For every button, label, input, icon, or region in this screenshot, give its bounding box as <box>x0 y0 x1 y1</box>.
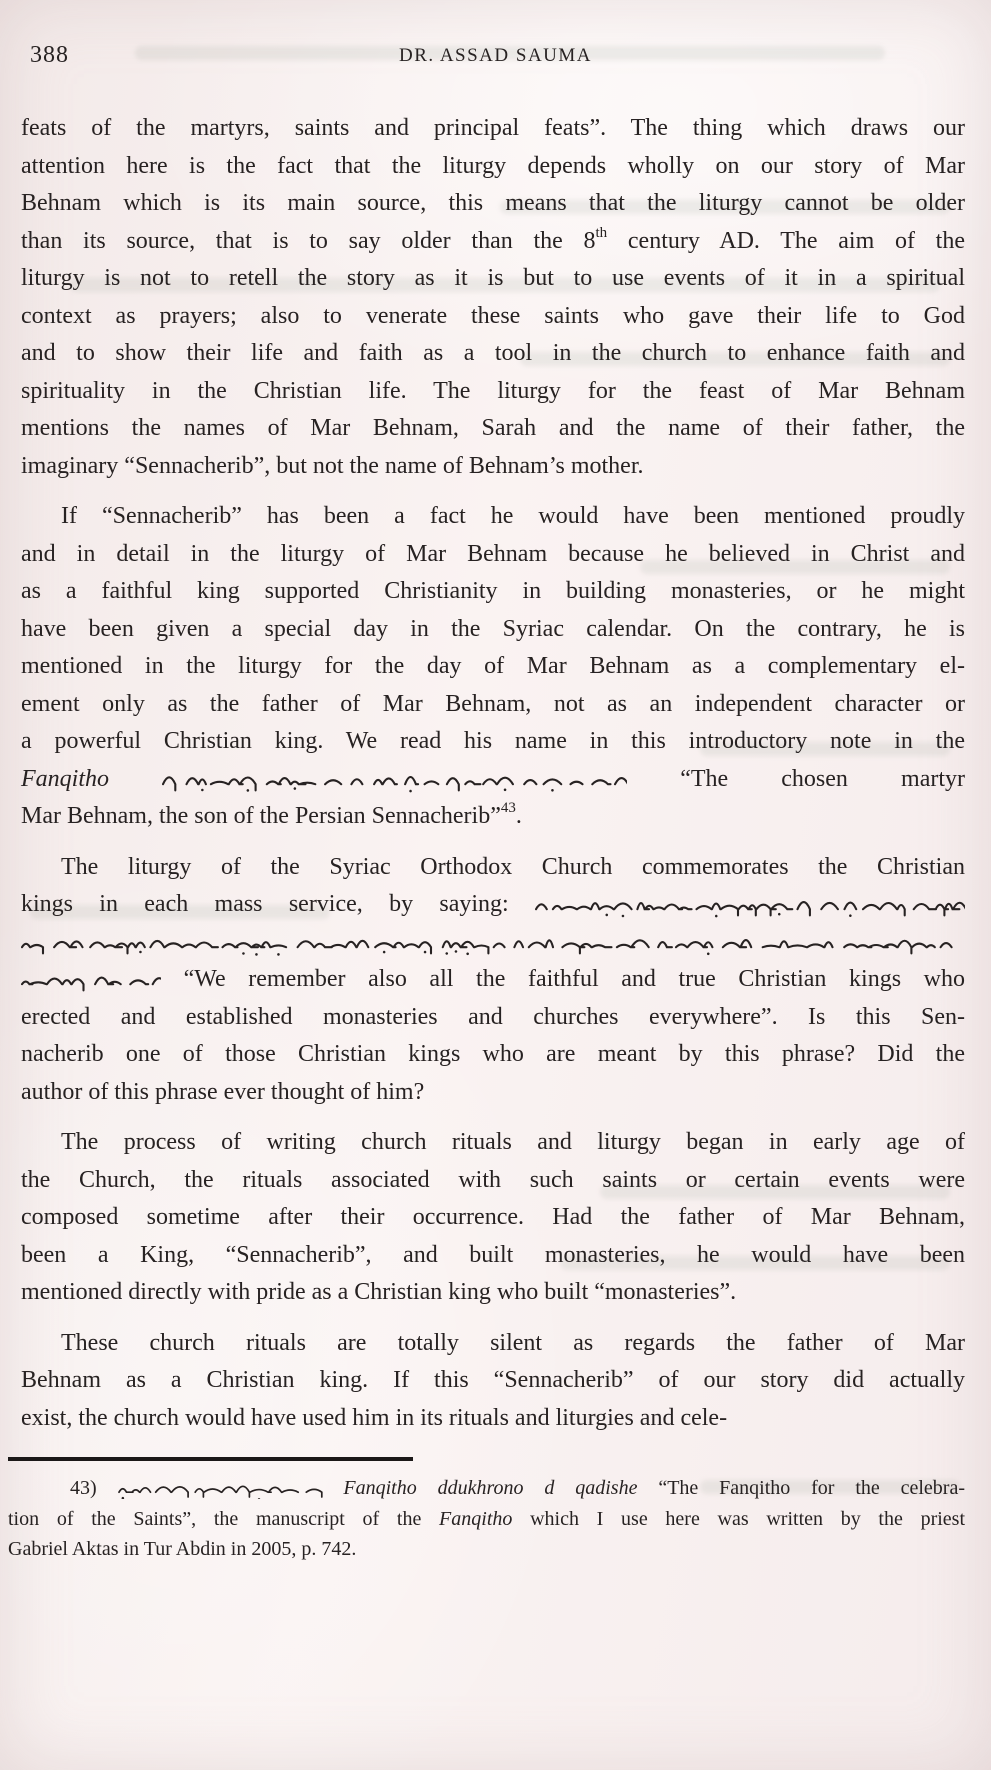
running-header: DR. ASSAD SAUMA <box>398 45 593 66</box>
page-body <box>8 110 966 1565</box>
text-run: “We remember also all the faithful and true Christian kings who <box>161 966 965 992</box>
text-line <box>21 723 965 761</box>
text-line <box>21 1074 965 1112</box>
text-run: Fanqitho <box>439 1507 513 1530</box>
text-run: imaginary “Sennacherib”, but not the name of Behnam’s mother. <box>21 452 644 479</box>
text-run: a powerful Christian king. We read his name in this introductory note in the <box>21 728 965 754</box>
text-line <box>21 1199 965 1237</box>
text-line <box>21 573 965 611</box>
text-run: . <box>515 803 522 829</box>
text-line <box>21 1036 965 1074</box>
text-run: Gabriel Aktas in Tur Abdin in 2005, p. 742. <box>8 1538 357 1560</box>
superscript: 43 <box>500 800 516 816</box>
text-run: the Church, the rituals associated with such saints or certain events were <box>21 1166 965 1193</box>
text-run: These church rituals are totally silent as regards the father of Mar <box>61 1329 965 1356</box>
text-line <box>21 924 965 962</box>
paragraph <box>21 498 965 836</box>
text-line <box>21 1325 965 1363</box>
text-run: and in detail in the liturgy of Mar Behnam because he believed in Christ and <box>21 540 965 567</box>
syriac-text <box>162 767 627 793</box>
text-run: “The chosen martyr <box>627 765 965 792</box>
text-run: liturgy is not to retell the story as it is but to use events of it in a spiritual <box>21 265 965 291</box>
text-run: have been given a special day in the Syriac calendar. On the contrary, he is <box>21 615 965 642</box>
text-line <box>21 1274 965 1312</box>
text-run: composed sometime after their occurrence. Had the father of Mar Behnam, <box>21 1204 965 1230</box>
text-line <box>21 1362 965 1400</box>
text-line <box>21 798 965 836</box>
text-run: 43) <box>70 1477 118 1499</box>
text-run: attention here is the fact that the liturgy depends wholly on our story of Mar <box>21 152 965 179</box>
text-line <box>21 761 965 799</box>
text-run <box>323 1477 344 1499</box>
syriac-text <box>118 1479 323 1499</box>
text-run: kings in each mass service, by saying: <box>21 891 535 917</box>
paragraph <box>21 1325 965 1438</box>
text-run: which I use here was written by the priest <box>512 1507 966 1530</box>
text-run: mentioned directly with pride as a Christian king who built “monasteries”. <box>21 1279 737 1305</box>
text-line <box>21 648 965 686</box>
text-run: nacherib one of those Christian kings who are meant by this phrase? Did the <box>21 1041 965 1067</box>
text-run: Mar Behnam, the son of the Persian Sennacherib” <box>21 803 501 829</box>
text-line <box>21 185 965 223</box>
text-line <box>8 1504 965 1535</box>
text-line <box>8 1473 965 1504</box>
text-line <box>21 498 965 536</box>
text-line <box>21 1162 965 1200</box>
text-line <box>21 335 965 373</box>
text-run: feats of the martyrs, saints and principal feats”. The thing which draws our <box>21 115 965 141</box>
text-line <box>21 110 965 148</box>
footnote <box>8 1473 965 1565</box>
superscript: th <box>595 224 608 241</box>
text-run: exist, the church would have used him in its rituals and liturgies and cele- <box>21 1404 728 1431</box>
text-run: Behnam as a Christian king. If this “Sennacherib” of our story did actually <box>21 1367 965 1393</box>
text-run: than its source, that is to say older than the 8 <box>21 227 596 254</box>
text-line <box>21 611 965 649</box>
text-run: ement only as the father of Mar Behnam, not as an independent character or <box>21 690 965 717</box>
text-run: Fanqitho ddukhrono d qadishe <box>343 1477 638 1499</box>
body-paragraphs <box>21 110 965 1437</box>
text-line <box>21 886 965 924</box>
text-run: tion of the Saints”, the manuscript of the <box>8 1507 440 1530</box>
text-run: mentioned in the liturgy for the day of Mar Behnam as a complementary el- <box>21 653 965 679</box>
text-line <box>21 410 965 448</box>
text-run: century AD. The aim of the <box>607 227 966 254</box>
page-header <box>30 42 961 72</box>
syriac-text <box>21 967 161 993</box>
text-run: author of this phrase ever thought of him? <box>21 1078 425 1105</box>
text-line <box>21 148 965 186</box>
syriac-text <box>21 930 956 956</box>
text-line <box>21 536 965 574</box>
text-run: The process of writing church rituals and liturgy began in early age of <box>61 1129 965 1155</box>
text-line <box>21 1124 965 1162</box>
text-line <box>21 1237 965 1275</box>
paragraph <box>21 1124 965 1312</box>
text-line <box>21 849 965 887</box>
text-line <box>21 1400 965 1438</box>
text-line <box>21 686 965 724</box>
text-run: Behnam which is its main source, this means that the liturgy cannot be older <box>21 190 965 216</box>
text-line <box>21 999 965 1037</box>
paragraph <box>21 110 965 485</box>
footnote-separator <box>8 1457 413 1461</box>
paragraph <box>21 849 965 1112</box>
text-run: mentions the names of Mar Behnam, Sarah and the name of their father, the <box>21 415 965 441</box>
text-line <box>21 260 965 298</box>
text-run: The liturgy of the Syriac Orthodox Church commemorates the Christian <box>61 853 965 880</box>
text-run: erected and established monasteries and churches everywhere”. Is this Sen- <box>21 1003 965 1030</box>
text-run: context as prayers; also to venerate these saints who gave their life to God <box>21 302 965 329</box>
text-run: Fanqitho <box>21 765 163 792</box>
text-line <box>21 223 965 261</box>
text-run: If “Sennacherib” has been a fact he would have been mentioned proudly <box>61 503 965 529</box>
syriac-text <box>535 892 965 918</box>
text-run: spirituality in the Christian life. The liturgy for the feast of Mar Behnam <box>21 377 965 404</box>
text-line <box>8 1534 965 1565</box>
text-line <box>21 298 965 336</box>
text-line <box>21 961 965 999</box>
text-run: been a King, “Sennacherib”, and built monasteries, he would have been <box>21 1241 965 1268</box>
text-line <box>21 448 965 486</box>
text-line <box>21 373 965 411</box>
text-run: “The Fanqitho for the celebra- <box>637 1477 966 1499</box>
text-run: and to show their life and faith as a tool in the church to enhance faith and <box>21 340 965 366</box>
page-number: 388 <box>30 42 69 68</box>
text-run: as a faithful king supported Christianity in building monasteries, or he might <box>21 578 965 604</box>
